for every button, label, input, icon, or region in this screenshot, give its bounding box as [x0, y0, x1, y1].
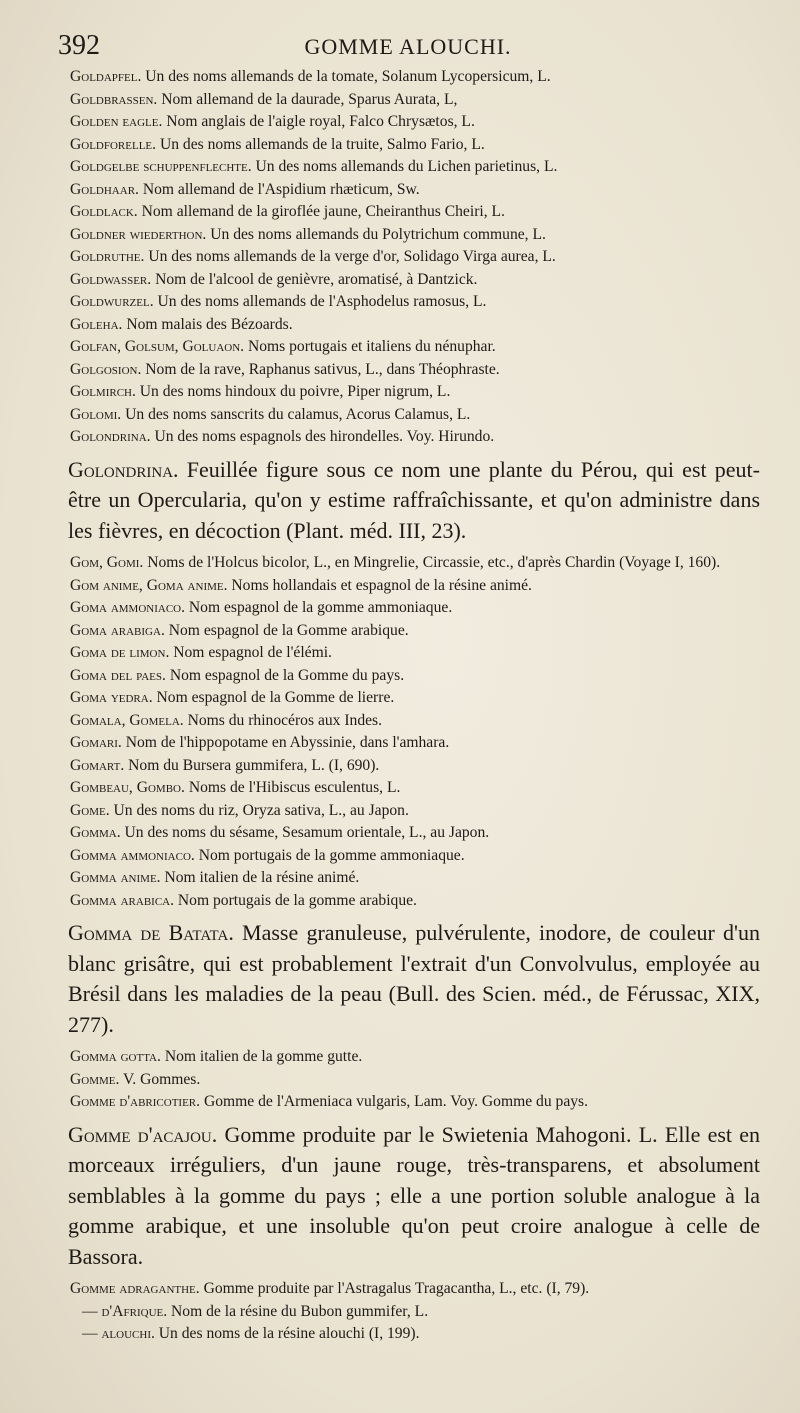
entry-headword: Goldbrassen.: [70, 90, 158, 108]
entry-goldforelle: [70, 134, 760, 157]
entry-alouchi: [82, 1323, 760, 1346]
entry-definition: Nom de la rave, Raphanus sativus, L., dans Théophraste.: [145, 360, 500, 378]
entry-golomi: [70, 404, 760, 427]
entry-headword: Goma arabiga.: [70, 621, 165, 639]
entry-definition: Nom allemand de l'Aspidium rhæticum, Sw.: [142, 180, 420, 198]
entry-headword: Golmirch.: [70, 383, 136, 400]
entry-definition: Un des noms allemands de la tomate, Solanum Lycopersicum, L.: [145, 68, 551, 85]
entry-goma-de-limon: [70, 642, 760, 665]
entry-goldgelbe: [70, 156, 760, 179]
entry-headword: Goleha.: [70, 315, 123, 333]
entry-headword: Goldlack.: [70, 203, 138, 220]
entry-headword: Goldforelle.: [70, 135, 157, 153]
entry-headword: Gomma ammoniaco.: [70, 846, 195, 864]
entry-definition: Noms portugais et italiens du nénuphar.: [247, 338, 496, 355]
entry-gomme-adraganthe: [70, 1278, 760, 1301]
entry-headword: Gomari.: [70, 734, 122, 751]
entry-gomma-de-batata: [68, 918, 760, 1040]
entry-headword: Goldner wiederthon.: [70, 225, 207, 243]
entry-definition: Gomme produite par l'Astragalus Tragacantha, L., etc. (I, 79).: [203, 1280, 590, 1297]
entry-definition: Un des noms allemands du Lichen parietinus, L.: [255, 158, 558, 175]
entry-headword: Gome.: [70, 801, 110, 819]
entry-gomma: [70, 822, 760, 845]
entry-definition: Un des noms allemands de l'Asphodelus ramosus, L.: [157, 293, 487, 310]
entry-gome: [70, 800, 760, 823]
entry-gom: [56, 552, 760, 575]
entry-gomma-anime: [70, 867, 760, 890]
entry-headword: Gomma.: [70, 824, 121, 841]
entry-definition: Nom de la résine du Bubon gummifer, L.: [171, 1302, 429, 1320]
page-header: [58, 30, 758, 64]
entry-goldbrassen: [70, 89, 760, 112]
entry-definition: Gomme de l'Armeniaca vulgaris, Lam. Voy. Gomme du pays.: [203, 1093, 589, 1110]
entry-goma-del-paes: [70, 665, 760, 688]
entry-headword: Gomma anime.: [70, 869, 161, 886]
entry-golfan: [70, 336, 760, 359]
entry-definition: Un des noms du sésame, Sesamum orientale, L., au Japon.: [124, 824, 490, 841]
entry-definition: Nom allemand de la daurade, Sparus Aurata, L,: [161, 90, 458, 108]
entry-headword: Gombeau, Gombo.: [70, 779, 185, 796]
entry-goma-arabiga: [70, 620, 760, 643]
entry-definition: Noms du rhinocéros aux Indes.: [187, 711, 383, 729]
entry-golondrina-1: [70, 426, 760, 449]
entry-goldlack: [70, 201, 760, 224]
entry-golondrina-2: [68, 455, 760, 547]
running-title: GOMME ALOUCHI.: [304, 34, 512, 59]
entry-headword: Gomart.: [70, 756, 125, 774]
entry-definition: Gomme produite par le Swietenia Mahogoni. L. Elle est en morceaux irréguliers, d'un jaune rouge, très-transparens, et absolument semblables à la gomme du pays ; elle a une portion soluble analogue à la gomme arabique, et une insoluble qu'on peut croire analogue à celle de Bassora.: [68, 1121, 761, 1269]
entry-headword: Goma de limon.: [70, 644, 170, 661]
entry-definition: Nom espagnol de la Gomme de lierre.: [156, 689, 395, 706]
entry-definition: Feuillée figure sous ce nom une plante du Pérou, qui est peut-être un Opercularia, qu'on y estime raffraîchissante, et qu'on administre dans les fièvres, en décoction (Plant. méd. III, 23).: [68, 456, 760, 543]
entry-gomma-gotta: [70, 1046, 760, 1069]
entry-definition: Un des noms allemands de la verge d'or, Solidago Virga aurea, L.: [148, 248, 556, 265]
entry-definition: Nom portugais de la gomme ammoniaque.: [198, 846, 465, 864]
entry-definition: Un des noms du riz, Oryza sativa, L., au Japon.: [113, 801, 409, 819]
entry-headword: Gomma arabica.: [70, 891, 175, 909]
entry-definition: Nom anglais de l'aigle royal, Falco Chrysætos, L.: [166, 113, 475, 130]
entry-definition: Nom allemand de la giroflée jaune, Cheiranthus Cheiri, L.: [141, 203, 505, 220]
entry-headword: Gomme d'acajou.: [68, 1121, 218, 1147]
entry-gomart: [70, 755, 760, 778]
entry-definition: Nom de l'hippopotame en Abyssinie, dans l'amhara.: [125, 734, 450, 751]
entry-headword: Goma yedra.: [70, 689, 153, 706]
entry-headword: Goldapfel.: [70, 68, 142, 85]
entry-gombeau: [70, 777, 760, 800]
entry-headword: Goldgelbe schuppenflechte.: [70, 158, 252, 175]
entry-goma-yedra: [70, 687, 760, 710]
entry-definition: Nom espagnol de la Gomme arabique.: [168, 621, 409, 639]
entry-headword: Golondrina.: [68, 456, 179, 482]
entry-gomma-arabica: [70, 890, 760, 913]
entry-definition: Nom portugais de la gomme arabique.: [177, 891, 417, 909]
entry-headword: Goldwurzel.: [70, 293, 154, 310]
entry-definition: Nom italien de la gomme gutte.: [164, 1048, 363, 1065]
entry-dafrique: [82, 1301, 760, 1324]
entry-gomari: [70, 732, 760, 755]
entry-definition: Un des noms espagnols des hirondelles. Voy. Hirundo.: [154, 428, 495, 445]
entry-definition: Nom italien de la résine animé.: [164, 869, 360, 886]
entry-golgosion: [70, 359, 760, 382]
entry-goldapfel: [70, 66, 760, 89]
entry-headword: Golden eagle.: [70, 113, 163, 130]
entry-definition: Nom espagnol de l'élémi.: [173, 644, 332, 661]
entry-definition: V. Gommes.: [123, 1070, 201, 1088]
entry-definition: Un des noms sanscrits du calamus, Acorus Calamus, L.: [125, 405, 471, 423]
entry-headword: Goldhaar.: [70, 180, 139, 198]
entry-goldwurzel: [70, 291, 760, 314]
entry-headword: Gomma gotta.: [70, 1048, 161, 1065]
entry-definition: Nom malais des Bézoards.: [126, 315, 293, 333]
entry-definition: Nom du Bursera gummifera, L. (I, 690).: [128, 756, 380, 774]
entry-definition: Noms de l'Hibiscus esculentus, L.: [188, 779, 401, 796]
entry-definition: Masse granuleuse, pulvérulente, inodore, de couleur d'un blanc grisâtre, qui est probablement l'extrait d'un Convolvulus, employée au Brésil dans les maladies de la peau (Bull. des Scien. méd., de Férussac, XIX, 277).: [68, 920, 760, 1037]
entry-goldner: [70, 224, 760, 247]
entry-headword: Gom anime, Goma anime.: [70, 576, 228, 594]
entry-headword: Goma ammoniaco.: [70, 599, 186, 616]
entry-definition: Noms de l'Holcus bicolor, L., en Mingrelie, Circassie, etc., d'après Chardin (Voyage I, 160).: [147, 554, 721, 571]
entry-definition: Un des noms allemands de la truite, Salmo Fario, L.: [159, 135, 485, 153]
entry-gomme-abricotier: [70, 1091, 760, 1114]
entry-goldhaar: [70, 179, 760, 202]
entry-gomme-acajou: [68, 1120, 760, 1273]
page-number: 392: [58, 30, 100, 61]
entry-golden-eagle: [70, 111, 760, 134]
entry-definition: Noms hollandais et espagnol de la résine animé.: [231, 576, 532, 594]
entry-gomma-ammoniaco: [70, 845, 760, 868]
entry-headword: Goldruthe.: [70, 248, 145, 265]
entry-goma-ammoniaco: [70, 597, 760, 620]
entry-headword: Gomala, Gomela.: [70, 711, 184, 729]
entry-headword: Goldwasser.: [70, 270, 152, 288]
entry-goldwasser: [70, 269, 760, 292]
entry-golmirch: [70, 381, 760, 404]
entry-headword: — d'Afrique.: [82, 1302, 168, 1320]
entry-definition: Nom de l'alcool de genièvre, aromatisé, à Dantzick.: [155, 270, 478, 288]
entry-headword: Gomme adraganthe.: [70, 1280, 200, 1297]
entry-goleha: [70, 314, 760, 337]
entry-headword: Gomme d'abricotier.: [70, 1093, 201, 1110]
entry-headword: Golgosion.: [70, 360, 142, 378]
entry-definition: Un des noms de la résine alouchi (I, 199).: [158, 1325, 420, 1342]
entry-headword: Gomma de Batata.: [68, 920, 234, 945]
entry-definition: Nom espagnol de la Gomme du pays.: [169, 666, 405, 684]
entry-headword: — alouchi.: [82, 1325, 155, 1342]
entry-headword: Golomi.: [70, 405, 122, 423]
entry-definition: Un des noms hindoux du poivre, Piper nigrum, L.: [139, 383, 451, 400]
entry-headword: Golfan, Golsum, Goluaon.: [70, 338, 245, 355]
entry-headword: Goma del paes.: [70, 666, 166, 684]
entry-gom-anime: [70, 575, 760, 598]
entry-gomme: [70, 1069, 760, 1092]
entry-list: [70, 66, 760, 1346]
entry-headword: Gomme.: [70, 1070, 120, 1088]
entry-definition: Un des noms allemands du Polytrichum commune, L.: [210, 225, 546, 243]
entry-gomala: [70, 710, 760, 733]
entry-definition: Nom espagnol de la gomme ammoniaque.: [188, 599, 453, 616]
entry-headword: Golondrina.: [70, 428, 151, 445]
entry-goldruthe: [70, 246, 760, 269]
entry-headword: Gom, Gomi.: [70, 554, 144, 571]
